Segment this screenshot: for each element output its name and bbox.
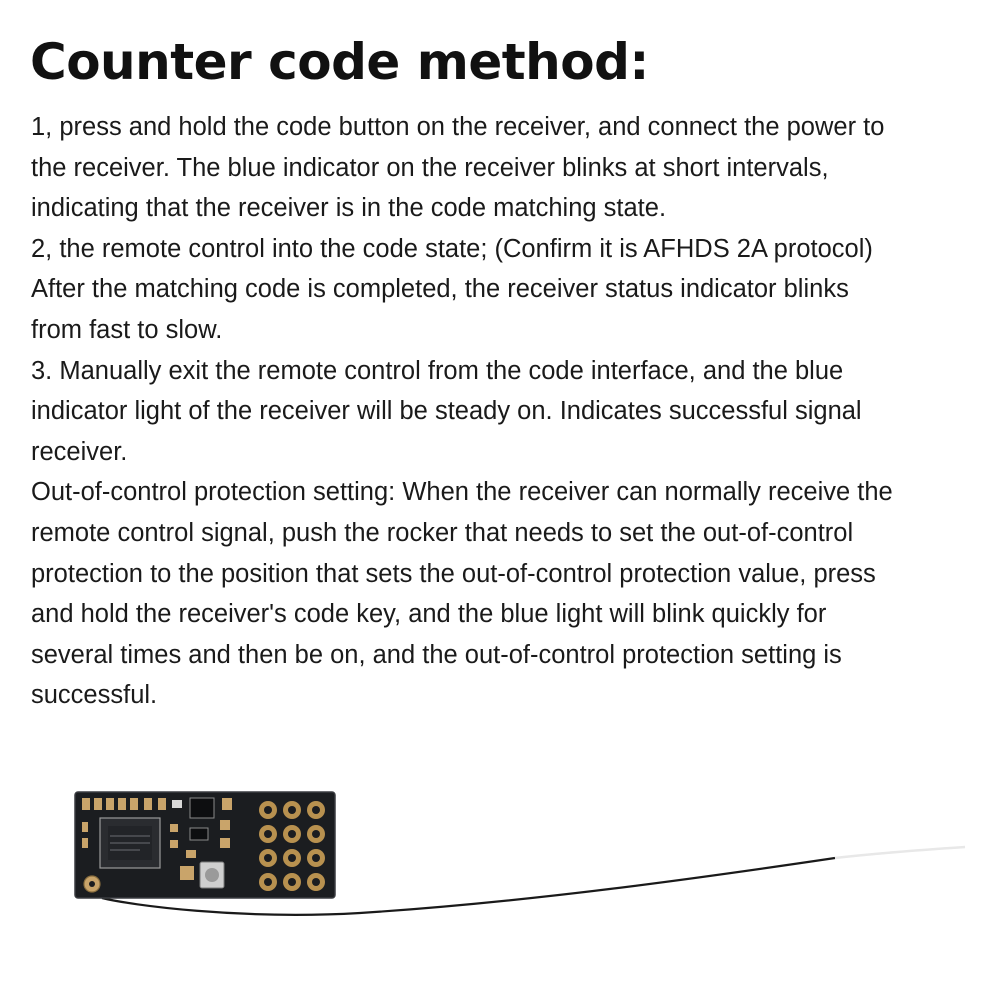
text-line: 2, the remote control into the code state; (Confirm it is AFHDS 2A protocol) — [31, 234, 873, 263]
text-line: from fast to slow. — [31, 315, 223, 344]
text-line: the receiver. The blue indicator on the receiver blinks at short intervals, — [31, 153, 829, 182]
text-line: indicating that the receiver is in the code matching state. — [31, 194, 667, 223]
instruction-text — [31, 107, 981, 716]
page-title: Counter code method: — [30, 33, 649, 91]
text-line: remote control signal, push the rocker that needs to set the out-of-control — [31, 518, 854, 547]
antenna-tip — [835, 847, 965, 858]
text-line: and hold the receiver's code key, and the blue light will blink quickly for — [31, 600, 827, 629]
receiver-board-photo — [60, 780, 980, 940]
text-line: successful. — [31, 681, 158, 710]
text-line: 1, press and hold the code button on the receiver, and connect the power to — [31, 113, 885, 141]
text-line: 3. Manually exit the remote control from the code interface, and the blue — [31, 356, 844, 385]
text-line: several times and then be on, and the out-of-control protection setting is — [31, 640, 842, 669]
text-line: After the matching code is completed, the receiver status indicator blinks — [31, 275, 849, 304]
text-line: receiver. — [31, 437, 128, 466]
text-line: protection to the position that sets the out-of-control protection value, press — [31, 559, 876, 588]
text-line: indicator light of the receiver will be steady on. Indicates successful signal — [31, 397, 862, 426]
text-line: Out-of-control protection setting: When the receiver can normally receive the — [31, 478, 893, 507]
